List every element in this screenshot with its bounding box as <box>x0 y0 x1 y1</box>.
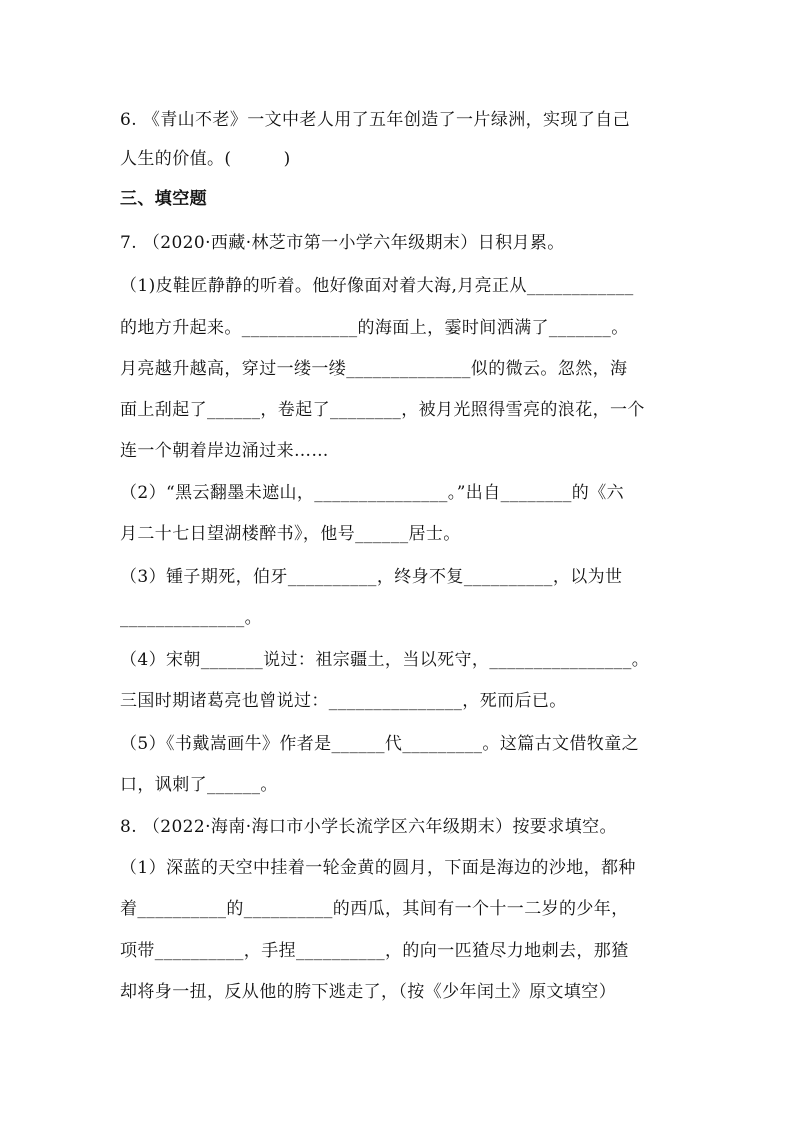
section-heading-fill-in: 三、填空题 <box>120 189 207 209</box>
question-7-part-1-line-2: 的地方升起来。_____________的海面上，霎时间洒满了_______。 <box>120 318 629 338</box>
question-7-part-2-line-2: 月二十七日望湖楼醉书》，他号______居士。 <box>120 524 461 544</box>
question-8-part-1-line-3: 项带__________，手捏__________，的向一匹猹尽力地刺去，那猹 <box>120 941 629 961</box>
question-7-title: 7. （2020·西藏·林芝市第一小学六年级期末）日积月累。 <box>120 233 565 253</box>
question-8-title: 8. （2022·海南·海口市小学长流学区六年级期末）按要求填空。 <box>120 817 617 837</box>
question-7-part-5-line-2: 口，讽刺了______。 <box>120 775 278 795</box>
question-7-part-2-line-1: （2）“黑云翻墨未遮山，_______________。”出自________的《六 <box>120 483 624 503</box>
question-7-part-5-line-1: （5）《书戴嵩画牛》作者是______代_________。这篇古文借牧童之 <box>120 734 640 754</box>
question-7-part-3-line-2: ______________。 <box>120 608 262 628</box>
question-7-part-1-line-1: （1)皮鞋匠静静的听着。他好像面对着大海,月亮正从____________ <box>120 276 634 296</box>
question-7-part-1-line-5: 连一个朝着岸边涌过来…… <box>120 441 329 461</box>
question-8-part-1-line-4: 却将身一扭，反从他的胯下逃走了，（按《少年闰土》原文填空） <box>120 982 617 1002</box>
question-6-line-2: 人生的价值。( ) <box>120 149 291 169</box>
question-8-part-1-line-2: 着__________的__________的西瓜，其间有一个十一二岁的少年， <box>120 899 629 919</box>
question-8-part-1-line-1: （1）深蓝的天空中挂着一轮金黄的圆月，下面是海边的沙地，都种 <box>120 858 636 878</box>
question-7-part-1-line-3: 月亮越升越高，穿过一缕一缕______________似的微云。忽然，海 <box>120 359 628 379</box>
question-6-line-1: 6. 《青山不老》一文中老人用了五年创造了一片绿洲，实现了自己 <box>120 110 631 130</box>
question-7-part-4-line-2: 三国时期诸葛亮也曾说过：_______________，死而后已。 <box>120 691 567 711</box>
question-7-part-3-line-1: （3）锺子期死，伯牙__________，终身不复__________，以为世 <box>120 567 623 587</box>
question-7-part-4-line-1: （4）宋朝_______说过：祖宗疆土，当以死守，________________。 <box>120 650 650 670</box>
question-7-part-1-line-4: 面上刮起了______，卷起了________，被月光照得雪亮的浪花，一个 <box>120 400 645 420</box>
